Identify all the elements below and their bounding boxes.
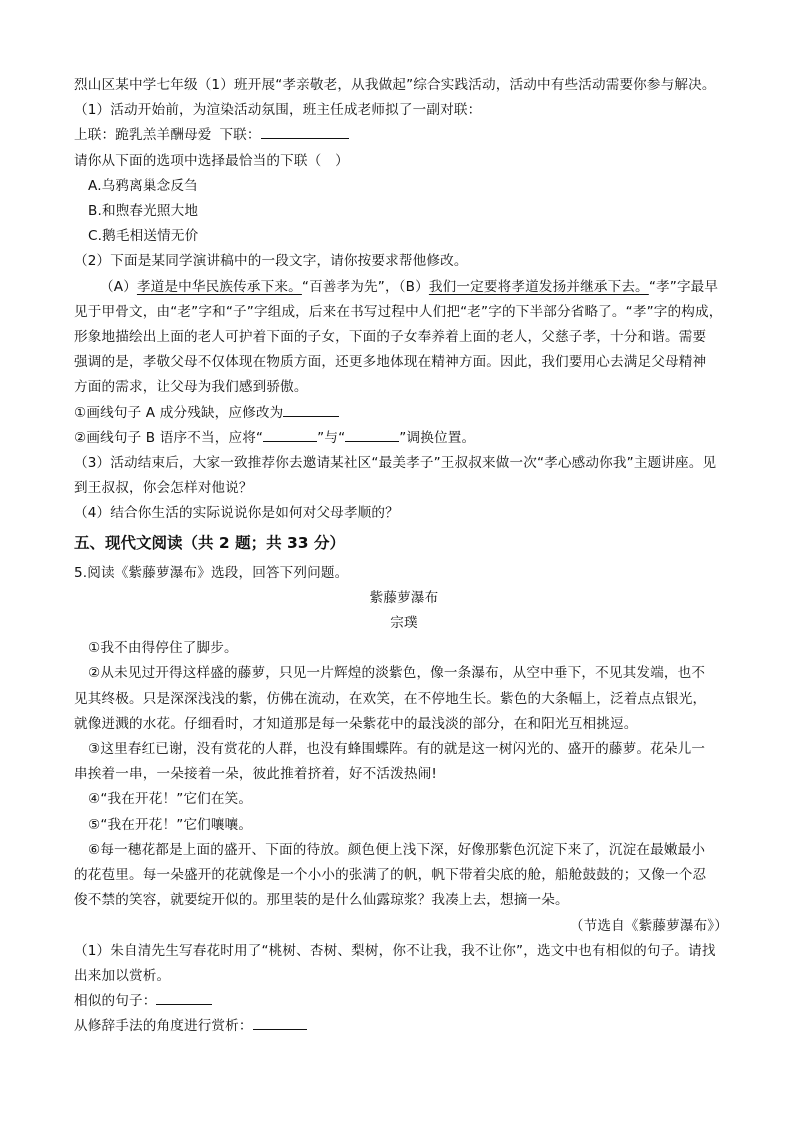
answer-blank-2a[interactable] — [263, 427, 317, 442]
sub-question-2-text-b: ”与“ — [317, 429, 346, 446]
analysis-blank[interactable] — [253, 1015, 307, 1030]
passage-paragraph-2-line-1: ②从未见过开得这样盛的藤萝，只见一片辉煌的淡紫色，像一条瀑布，从空中垂下，不见其发端，也不 — [88, 665, 706, 682]
question-4: （4）结合你生活的实际说说你是如何对父母孝顺的？ — [74, 505, 399, 522]
speech-paragraph-line-5: 方面的需求，让父母为我们感到骄傲。 — [74, 379, 308, 396]
sub-question-2-text-a: ②画线句子 B 语序不当，应将“ — [74, 429, 264, 446]
speech-paragraph-line-4: 强调的是，孝敬父母不仅体现在物质方面，还更多地体现在精神方面。因此，我们要用心去满足父母精神 — [74, 354, 707, 371]
option-c[interactable]: C.鹅毛相送情无价 — [88, 228, 199, 245]
question-3-line-1: （3）活动结束后，大家一致推荐你去邀请某社区“最美孝子”王叔叔来做一次“孝心感动你我”主题讲座。见 — [74, 455, 717, 472]
question-1-stem: （1）活动开始前，为渲染活动氛围，班主任成老师拟了一副对联： — [74, 102, 482, 119]
passage-paragraph-3-line-1: ③这里春红已谢，没有赏花的人群，也没有蜂围蝶阵。有的就是这一树闪光的、盛开的藤萝。花朵儿一 — [88, 741, 706, 758]
speech-text-rest: “孝”字最早 — [648, 278, 719, 295]
similar-sentence-label: 相似的句子： — [74, 993, 157, 1010]
passage-paragraph-6-line-1: ⑥每一穗花都是上面的盛开、下面的待放。颜色便上浅下深，好像那紫色沉淀下来了，沉淀在最嫩最小 — [88, 841, 706, 858]
passage-title: 紫藤萝瀑布 — [369, 589, 439, 606]
passage-paragraph-6-line-3: 俊不禁的笑容，就要绽开似的。那里装的是什么仙露琼浆？我凑上去，想摘一朵。 — [74, 892, 569, 909]
similar-sentence-row — [74, 989, 734, 1014]
upper-couplet: 上联：跪乳羔羊酬母爱 — [74, 127, 212, 144]
passage-author: 宗璞 — [390, 615, 418, 632]
section-heading-reading: 五、现代文阅读（共 2 题；共 33 分） — [74, 533, 345, 552]
passage-paragraph-3-line-2: 串挨着一串，一朵接着一朵，彼此推着挤着，好不活泼热闹! — [74, 766, 437, 783]
option-b[interactable]: B.和煦春光照大地 — [88, 203, 199, 220]
sentence-b-label: （B） — [398, 278, 429, 295]
question-3-line-2: 到王叔叔，你会怎样对他说？ — [74, 480, 253, 497]
activity-intro: 烈山区某中学七年级（1）班开展“孝亲敬老，从我做起”综合实践活动，活动中有些活动需要你参与解决。 — [74, 77, 716, 93]
answer-blank-1[interactable] — [283, 402, 339, 417]
question-2-stem: （2）下面是某同学演讲稿中的一段文字，请你按要求帮他修改。 — [74, 253, 468, 270]
analysis-row — [74, 1014, 734, 1039]
analysis-label: 从修辞手法的角度进行赏析： — [74, 1018, 253, 1035]
quote-text: “百善孝为先”， — [301, 278, 399, 295]
sub-question-2-text-c: ”调换位置。 — [399, 429, 476, 446]
reading-question-1-line-2: 出来加以赏析。 — [74, 967, 171, 984]
couplet-line — [74, 123, 734, 148]
answer-blank-2b[interactable] — [345, 427, 399, 442]
lower-couplet-label: 下联： — [219, 127, 261, 144]
passage-paragraph-2-line-3: 就像迸溅的水花。仔细看时，才知道那是每一朵紫花中的最浅淡的部分，在和阳光互相挑逗。 — [74, 715, 638, 732]
passage-source: （节选自《紫藤萝瀑布》） — [569, 917, 728, 934]
passage-paragraph-2-line-2: 见其终极。只是深深浅浅的紫，仿佛在流动，在欢笑，在不停地生长。紫色的大条幅上，泛着点点银光， — [74, 690, 707, 707]
sub-question-1 — [74, 401, 734, 426]
passage-paragraph-6-line-2: 的花苞里。每一朵盛开的花就像是一个小小的张满了的帆，帆下带着尖底的舱，船舱鼓鼓的；又像一个忍 — [74, 867, 707, 884]
lower-couplet-blank[interactable] — [261, 124, 349, 139]
reading-instruction: 5.阅读《紫藤萝瀑布》选段，回答下列问题。 — [74, 564, 349, 581]
sentence-a-label: （A） — [100, 278, 137, 295]
underlined-sentence-a: 孝道是中华民族传承下来。 — [136, 278, 302, 295]
similar-sentence-blank[interactable] — [156, 990, 212, 1005]
passage-paragraph-1: ①我不由得停住了脚步。 — [88, 640, 238, 657]
speech-paragraph-line-3: 形象地描绘出上面的老人可护着下面的子女，下面的子女奉养着上面的老人，父慈子孝，十分和谐。需要 — [74, 329, 707, 346]
speech-paragraph-line-1 — [74, 275, 734, 300]
passage-paragraph-5: ⑤“我在开花！”它们嚷嚷。 — [88, 816, 253, 833]
underlined-sentence-b: 我们一定要将孝道发扬并继承下去。 — [428, 278, 649, 295]
speech-paragraph-line-2: 见于甲骨文，由“老”字和“子”字组成，后来在书写过程中人们把“老”字的下半部分省略了。“孝”字的构成， — [74, 303, 723, 320]
reading-question-1-line-1: （1）朱自清先生写春花时用了“桃树、杏树、梨树，你不让我，我不让你”，选文中也有相似的句子。请找 — [74, 942, 716, 959]
worksheet-page — [74, 73, 734, 1040]
option-a[interactable]: A.乌鸦离巢念反刍 — [88, 177, 198, 194]
passage-paragraph-4: ④“我在开花！”它们在笑。 — [88, 791, 253, 808]
question-1-prompt: 请你从下面的选项中选择最恰当的下联（ ） — [74, 152, 349, 169]
sub-question-1-text: ①画线句子 A 成分残缺，应修改为 — [74, 404, 284, 421]
sub-question-2 — [74, 426, 734, 451]
